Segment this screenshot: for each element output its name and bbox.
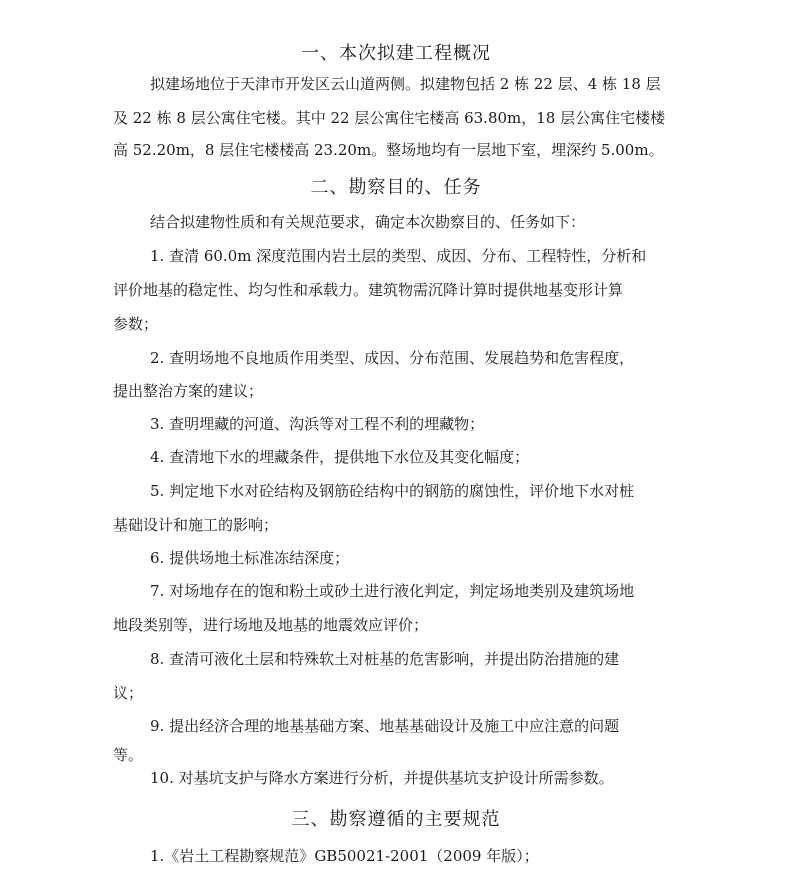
task-item-5-line: 5. 判定地下水对砼结构及钢筋砼结构中的钢筋的腐蚀性，评价地下水对桩: [150, 482, 635, 500]
task-item-5-line: 基础设计和施工的影响；: [113, 516, 279, 534]
task-item-7-line: 7. 对场地存在的饱和粉土或砂土进行液化判定，判定场地类别及建筑场地: [150, 582, 635, 600]
section-2-heading: 二、勘察目的、任务: [310, 177, 482, 198]
section-2-intro: 结合拟建物性质和有关规范要求，确定本次勘察目的、任务如下：: [150, 213, 586, 231]
standard-item-1: 1.《岩土工程勘察规范》GB50021-2001（2009 年版）；: [150, 847, 539, 865]
task-item-7-line: 地段类别等，进行场地及地基的地震效应评价；: [113, 616, 429, 634]
task-item-3-line: 3. 查明埋藏的河道、沟浜等对工程不利的埋藏物；: [150, 415, 485, 433]
task-item-1-line: 1. 查清 60.0m 深度范围内岩土层的类型、成因、分布、工程特性，分析和: [150, 247, 647, 265]
task-item-2-line: 2. 查明场地不良地质作用类型、成因、分布范围、发展趋势和危害程度，: [150, 349, 635, 367]
task-item-8-line: 8. 查清可液化土层和特殊软土对桩基的危害影响，并提出防治措施的建: [150, 650, 620, 668]
task-item-6-line: 6. 提供场地土标准冻结深度；: [150, 549, 350, 567]
task-item-8-line: 议；: [113, 684, 144, 702]
task-item-9-line: 9. 提出经济合理的地基基础方案、地基基础设计及施工中应注意的问题: [150, 717, 620, 735]
task-item-1-line: 评价地基的稳定性、均匀性和承载力。建筑物需沉降计算时提供地基变形计算: [113, 281, 624, 299]
task-item-4-line: 4. 查清地下水的埋藏条件，提供地下水位及其变化幅度；: [150, 448, 530, 466]
task-item-1-line: 参数；: [113, 315, 159, 333]
section-1-heading: 一、本次拟建工程概况: [301, 43, 491, 64]
task-item-2-line: 提出整治方案的建议；: [113, 382, 264, 400]
task-item-9-line: 等。: [113, 746, 144, 764]
task-item-10-line: 10. 对基坑支护与降水方案进行分析，并提供基坑支护设计所需参数。: [150, 769, 614, 787]
section-1-paragraph-line: 高 52.20m，8 层住宅楼楼高 23.20m。整场地均有一层地下室，埋深约 5.00m。: [113, 141, 664, 159]
section-1-paragraph-line: 拟建场地位于天津市开发区云山道两侧。拟建物包括 2 栋 22 层、4 栋 18 层: [150, 75, 661, 93]
section-1-paragraph-line: 及 22 栋 8 层公寓住宅楼。其中 22 层公寓住宅楼高 63.80m，18 层公寓住宅楼楼: [113, 109, 666, 127]
section-3-heading: 三、勘察遵循的主要规范: [291, 809, 501, 830]
